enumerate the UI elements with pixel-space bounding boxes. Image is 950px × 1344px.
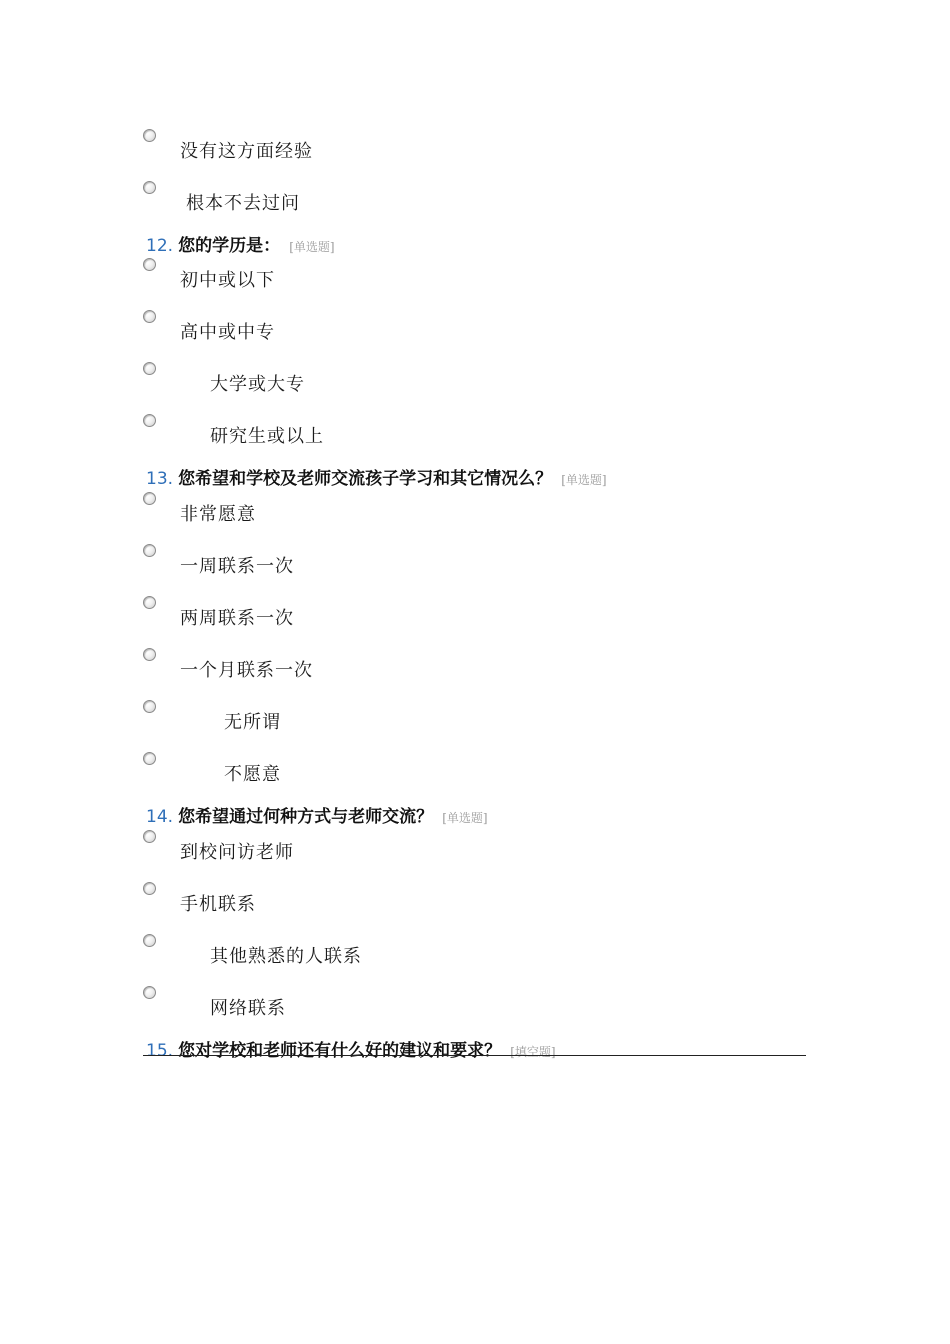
radio-button[interactable]: [143, 258, 156, 271]
radio-button[interactable]: [143, 492, 156, 505]
option-label: 非常愿意: [180, 504, 256, 525]
radio-button[interactable]: [143, 830, 156, 843]
q12-option-1[interactable]: [0, 258, 800, 298]
radio-button[interactable]: [143, 648, 156, 661]
q12-option-4[interactable]: [0, 414, 800, 454]
q13-option-2[interactable]: [0, 544, 800, 584]
radio-button[interactable]: [143, 310, 156, 323]
question-text: 您的学历是：: [178, 236, 281, 256]
option-label: 网络联系: [210, 998, 286, 1019]
question-type: [单选题]: [289, 240, 335, 254]
question-number: 13.: [146, 469, 174, 489]
q11-option-1[interactable]: [0, 129, 800, 169]
radio-button[interactable]: [143, 544, 156, 557]
question-15-title: [146, 1036, 556, 1062]
option-label: 大学或大专: [210, 374, 305, 395]
q14-option-3[interactable]: [0, 934, 800, 974]
q14-option-2[interactable]: [0, 882, 800, 922]
q13-option-5[interactable]: [0, 700, 800, 740]
question-text: 您希望和学校及老师交流孩子学习和其它情况么？: [178, 469, 553, 489]
question-12-title: [146, 231, 335, 257]
option-label: 根本不去过问: [186, 193, 300, 214]
radio-button[interactable]: [143, 596, 156, 609]
option-label: 研究生或以上: [210, 426, 324, 447]
radio-button[interactable]: [143, 752, 156, 765]
q14-option-1[interactable]: [0, 830, 800, 870]
option-label: 一周联系一次: [180, 556, 294, 577]
option-label: 没有这方面经验: [180, 141, 313, 162]
question-text: 您希望通过何种方式与老师交流？: [178, 807, 434, 827]
radio-button[interactable]: [143, 934, 156, 947]
question-number: 14.: [146, 807, 174, 827]
q12-option-3[interactable]: [0, 362, 800, 402]
fill-in-answer-line[interactable]: [143, 1055, 806, 1056]
question-14-title: [146, 802, 488, 828]
question-number: 12.: [146, 236, 174, 256]
radio-button[interactable]: [143, 129, 156, 142]
radio-button[interactable]: [143, 882, 156, 895]
question-text: 您对学校和老师还有什么好的建议和要求？: [178, 1041, 502, 1061]
radio-button[interactable]: [143, 986, 156, 999]
radio-button[interactable]: [143, 700, 156, 713]
option-label: 无所谓: [224, 712, 281, 733]
radio-button[interactable]: [143, 362, 156, 375]
q11-option-2[interactable]: [0, 181, 800, 221]
question-type: [填空题]: [510, 1045, 556, 1059]
question-type: [单选题]: [442, 811, 488, 825]
option-label: 两周联系一次: [180, 608, 294, 629]
question-type: [单选题]: [561, 473, 607, 487]
q13-option-4[interactable]: [0, 648, 800, 688]
question-number: 15.: [146, 1041, 174, 1061]
option-label: 手机联系: [180, 894, 256, 915]
q14-option-4[interactable]: [0, 986, 800, 1026]
option-label: 不愿意: [224, 764, 281, 785]
option-label: 一个月联系一次: [180, 660, 313, 681]
option-label: 其他熟悉的人联系: [210, 946, 362, 967]
question-13-title: [146, 464, 607, 490]
option-label: 初中或以下: [180, 270, 275, 291]
option-label: 到校问访老师: [180, 842, 294, 863]
radio-button[interactable]: [143, 414, 156, 427]
q12-option-2[interactable]: [0, 310, 800, 350]
q13-option-6[interactable]: [0, 752, 800, 792]
radio-button[interactable]: [143, 181, 156, 194]
option-label: 高中或中专: [180, 322, 275, 343]
q13-option-3[interactable]: [0, 596, 800, 636]
q13-option-1[interactable]: [0, 492, 800, 532]
